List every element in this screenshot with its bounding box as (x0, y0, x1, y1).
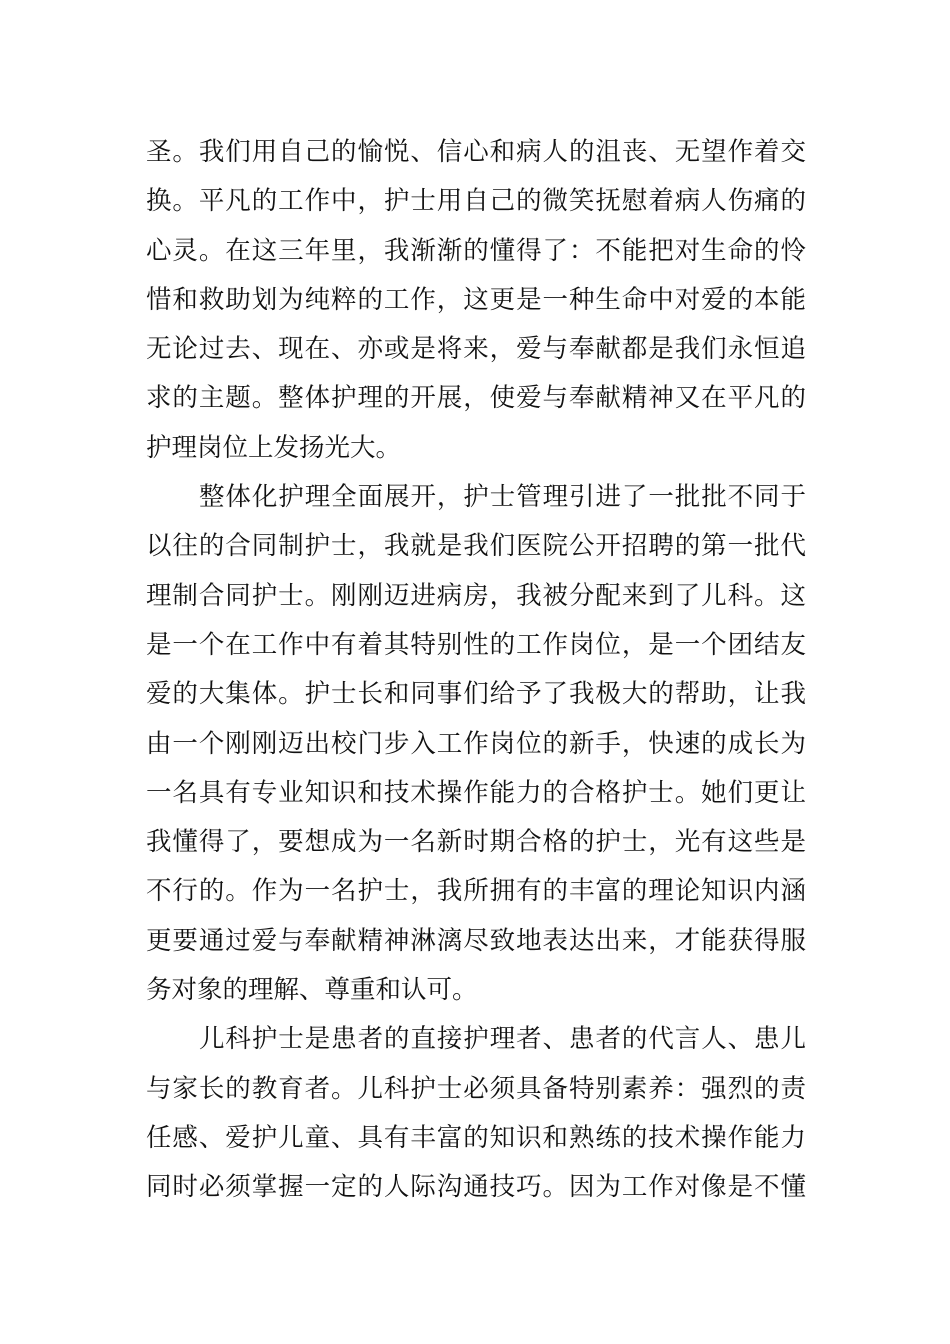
paragraph-first-line: 儿科护士是患者的直接护理者、患者的代言人、患儿 (199, 1024, 806, 1055)
text-line: 一名具有专业知识和技术操作能力的合格护士。她们更让 (146, 777, 806, 808)
text-line: 由一个刚刚迈出校门步入工作岗位的新手，快速的成长为 (146, 728, 806, 759)
text-line: 更要通过爱与奉献精神淋漓尽致地表达出来，才能获得服 (146, 925, 806, 956)
text-line: 圣。我们用自己的愉悦、信心和病人的沮丧、无望作着交 (146, 137, 806, 167)
paragraph-first-line: 整体化护理全面展开，护士管理引进了一批批不同于 (199, 482, 806, 513)
text-line: 不行的。作为一名护士，我所拥有的丰富的理论知识内涵 (146, 876, 806, 907)
text-line: 理制合同护士。刚刚迈进病房，我被分配来到了儿科。这 (146, 580, 806, 611)
text-line: 护理岗位上发扬光大。 (146, 432, 402, 463)
text-line: 以往的合同制护士，我就是我们医院公开招聘的第一批代 (146, 531, 806, 562)
text-line: 务对象的理解、尊重和认可。 (146, 975, 478, 1006)
text-line: 换。平凡的工作中，护士用自己的微笑抚慰着病人伤痛的 (146, 186, 806, 217)
text-line: 求的主题。整体护理的开展，使爱与奉献精神又在平凡的 (146, 383, 806, 414)
text-line: 我懂得了，要想成为一名新时期合格的护士，光有这些是 (146, 827, 806, 858)
text-line: 爱的大集体。护士长和同事们给予了我极大的帮助，让我 (146, 679, 806, 710)
text-line: 是一个在工作中有着其特别性的工作岗位，是一个团结友 (146, 629, 806, 660)
text-line: 与家长的教育者。儿科护士必须具备特别素养：强烈的责 (146, 1073, 806, 1104)
text-line: 惜和救助划为纯粹的工作，这更是一种生命中对爱的本能 (146, 284, 806, 315)
text-line: 同时必须掌握一定的人际沟通技巧。因为工作对像是不懂 (146, 1172, 806, 1203)
text-line: 无论过去、现在、亦或是将来，爱与奉献都是我们永恒追 (146, 334, 806, 365)
text-line: 心灵。在这三年里，我渐渐的懂得了：不能把对生命的怜 (146, 235, 806, 266)
body-text (146, 128, 806, 1213)
text-line: 任感、爱护儿童、具有丰富的知识和熟练的技术操作能力 (146, 1122, 806, 1153)
